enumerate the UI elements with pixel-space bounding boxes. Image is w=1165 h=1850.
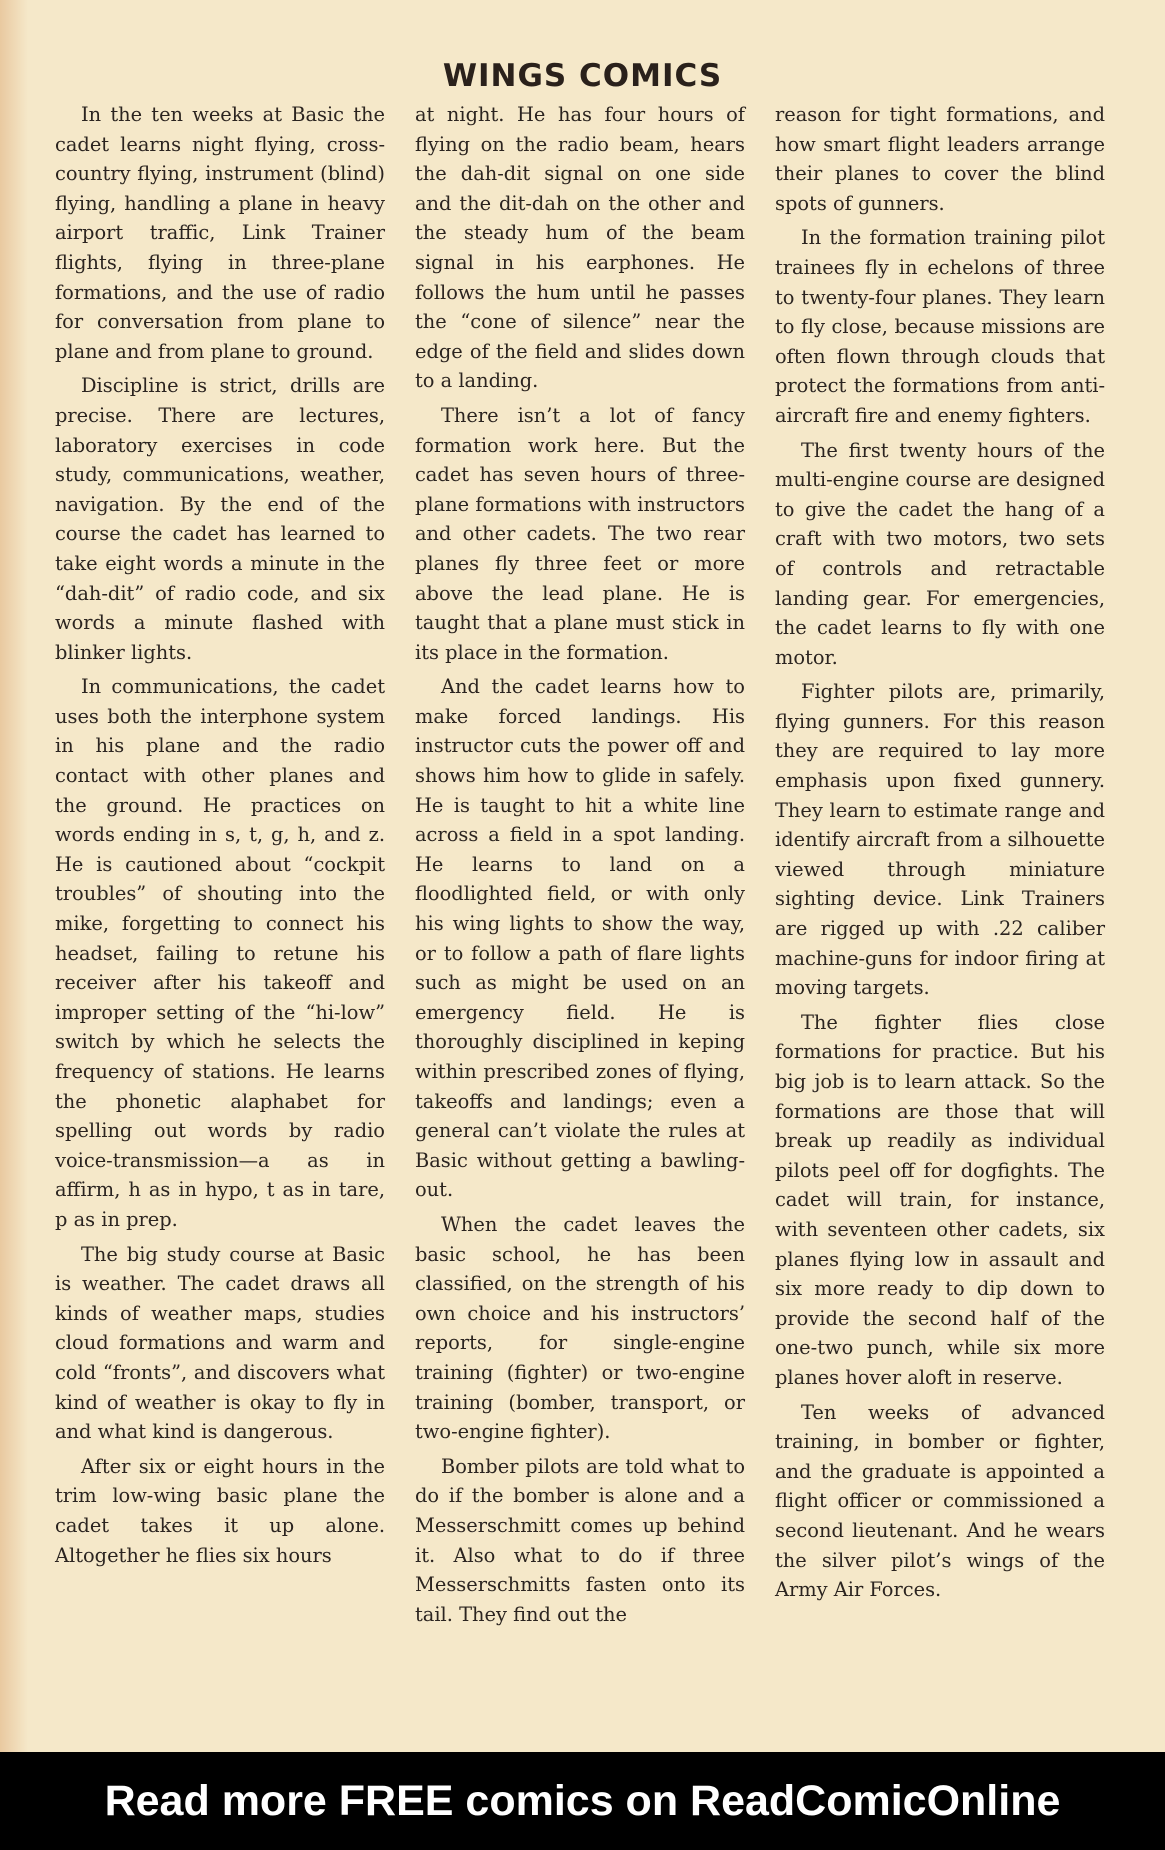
paragraph: Ten weeks of advanced training, in bomber or fighter, and the graduate is appointed a flight officer or commissioned a second lieutenant. And he wears the silver pilot’s wings of the Army Air Forces. [775,1400,1105,1602]
paragraph: Bomber pilots are told what to do if the bomber is alone and a Messerschmitt comes up behind it. Also what to do if three Messerschmitts fasten onto its tail. They find out the [415,1454,745,1626]
paragraph: The first twenty hours of the multi-engine course are designed to give the cadet the hang of a craft with two motors, two sets of controls and retractable landing gear. For emergencies, the cadet learns to fly with one motor. [775,438,1105,669]
paragraph: Fighter pilots are, primarily, flying gunners. For this reason they are required to lay more emphasis upon fixed gunnery. They learn to estimate range and identify aircraft from a silhouette viewed through miniature sighting device. Link Trainers are rigged up with .22 caliber machine-guns for indoor firing at moving targets. [775,680,1105,1000]
paragraph: at night. He has four hours of flying on the radio beam, hears the dah-dit signal on one side and the dit-dah on the other and the steady hum of the beam signal in his earphones. He follows the hum until he passes the “cone of silence” near the edge of the field and slides down to a landing. [415,103,745,393]
paragraph: Discipline is strict, drills are precise. There are lectures, laboratory exercises in code study, communications, weather, navigation. By the end of the course the cadet has learned to take eight words a minute in the “dah-dit” of radio code, and six words a minute flashed with blinker lights. [55,374,385,664]
paragraph: reason for tight formations, and how smart flight leaders arrange their planes to cover the blind spots of gunners. [775,103,1105,215]
paragraph: When the cadet leaves the basic school, he has been classified, on the strength of his own choice and his instructors’ reports, for single-engine training (fighter) or two-engine training (bomber, transport, or two-engine fighter). [415,1212,745,1444]
text-column-2 [415,100,745,1634]
page-title: WINGS COMICS [442,58,723,94]
page-edge [0,0,28,1752]
paragraph: In the ten weeks at Basic the cadet learns night flying, cross-country flying, instrument (blind) flying, handling a plane in heavy airport traffic, Link Trainer flights, flying in three-plane formations, and the use of radio for conversation from plane to plane and from plane to ground. [55,103,385,363]
paragraph: After six or eight hours in the trim low-wing basic plane the cadet takes it up alone. Altogether he flies six hours [55,1454,385,1567]
text-column-3 [775,100,1105,1610]
paragraph: The big study course at Basic is weather. The cadet draws all kinds of weather maps, studies cloud formations and warm and cold “fronts”, and discovers what kind of weather is okay to fly in and what kind is dangerous. [55,1242,385,1444]
paragraph: The fighter flies close formations for practice. But his big job is to learn attack. So the formations are those that will break up readily as individual pilots peel off for dogfights. The cadet will train, for instance, with seventeen other cadets, six planes flying low in assault and six more ready to dip down to provide the second half of the one-two punch, while six more planes hover aloft in reserve. [775,1010,1105,1389]
paragraph: In communications, the cadet uses both the interphone system in his plane and the radio contact with other planes and the ground. He practices on words ending in s, t, g, h, and z. He is cautioned about “cockpit troubles” of shouting into the mike, forgetting to connect his headset, failing to retune his receiver after his takeoff and improper setting of the “hi-low” switch by which he selects the frequency of stations. He learns the phonetic alaphabet for spelling out words by radio voice-transmission—a as in affirm, h as in hypo, t as in tare, p as in prep. [55,675,385,1231]
paragraph: In the formation training pilot trainees fly in echelons of three to twenty-four planes. They learn to fly close, because missions are often flown through clouds that protect the formations from anti-aircraft fire and enemy fighters. [775,226,1105,427]
promo-banner-link[interactable]: Read more FREE comics on ReadComicOnline [0,1752,1165,1850]
paragraph: And the cadet learns how to make forced landings. His instructor cuts the power off and shows him how to glide in safely. He is taught to hit a white line across a field in a spot landing. He learns to land on a floodlighted field, or with only his wing lights to show the way, or to follow a path of flare lights such as might be used on an emergency field. He is thoroughly disciplined in keping within prescribed zones of flying, takeoffs and landings; even a general can’t violate the rules at Basic without getting a bawling-out. [415,675,745,1202]
paragraph: There isn’t a lot of fancy formation work here. But the cadet has seven hours of three-plane formations with instructors and other cadets. The two rear planes fly three feet or more above the lead plane. He is taught that a plane must stick in its place in the formation. [415,403,745,664]
text-column-1 [55,100,385,1575]
